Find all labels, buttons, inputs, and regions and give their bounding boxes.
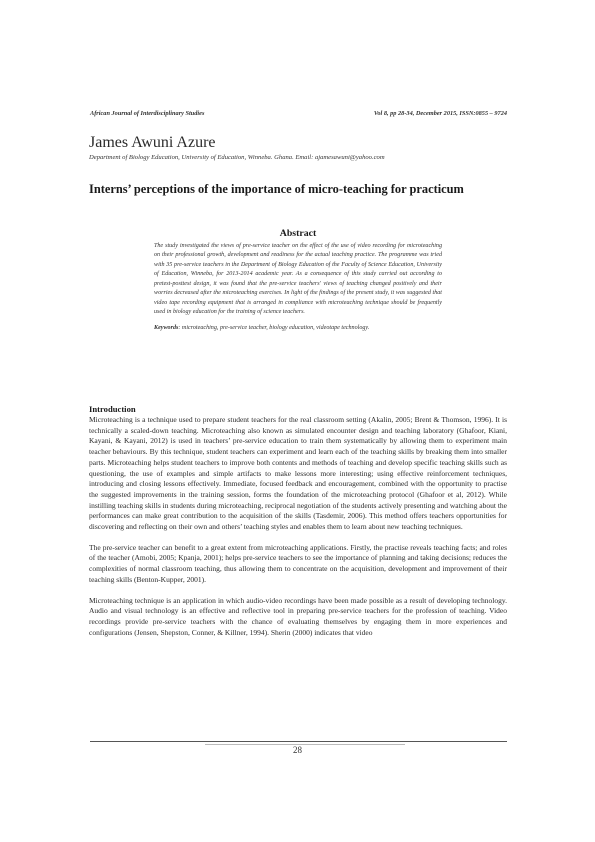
introduction-heading: Introduction [89, 404, 136, 414]
author-name: James Awuni Azure [89, 134, 216, 151]
author-affiliation: Department of Biology Education, University of Education, Winneba. Ghana. Email: ajamesawuni@yahoo.com [89, 154, 385, 161]
introduction-paragraph-3: Microteaching technique is an application in which audio-video recordings have been made possible as a result of developing technology. Audio and visual technology is an effective and reflective tool in preparing pre-service teachers for the profession of teaching. Video recordings provide pre-service teachers with the chance of evaluating themselves by engaging them in more experiences and configurations (Jensen, Shepston, Conner, & Killner, 1994). Sherin (2000) indicates that video [89, 595, 507, 637]
keywords [154, 324, 442, 333]
page-number: 28 [293, 745, 302, 755]
abstract-text: The study investigated the views of pre-service teacher on the effect of the use of video recording for microteaching on their professional growth, development and readiness for the actual teaching practice. The programme was tried with 35 pre-service teachers in the Department of Biology Education of the Faculty of Science Education, University of Education, Winneba, for 2013-2014 academic year. As a consequence of this study carried out according to pretest-posttest design, it was found that the pre-service teachers' views of teaching changed positively and their worries decreased after the microteaching exercises. In light of the findings of the present study, it was suggested that video tape recording equipment that is arranged in compliance with microteaching technique should be frequently used in biology education for the training of science teachers. [154, 243, 442, 316]
introduction-section [89, 404, 507, 648]
paper-title: Interns’ perceptions of the importance of micro-teaching for practicum [89, 182, 464, 196]
abstract-section [154, 228, 442, 333]
introduction-paragraph-1: Microteaching is a technique used to prepare student teachers for the real classroom setting (Akalin, 2005; Brent & Thomson, 1996). It is technically a scaled-down teaching. Microteaching also known as simulated encounter design and teaching laboratory (Ghafoor, Kiani, Kayani, & Kayani, 2012) is used in teachers’ pre-service education to train them systematically by allowing them to experiment main teacher behaviours. By this technique, student teachers can experiment and learn each of the teaching skills by breaking them into smaller parts. Microteaching helps student teachers to improve both contents and methods of teaching and develop specific teaching skills such as questioning, the use of examples and simple artifacts to make lessons more interesting; using effective reinforcement techniques, introducing and closing lessons effectively. Immediate, focused feedback and encouragement, combined with the opportunity to practise the suggested improvements in the training session, forms the foundation of the microteaching protocol (Ghafoor et al, 2012). While instilling teaching skills in students during microteaching, reciprocal negotiation of the students actively presenting and watching about the performances can make great contribution to the acquisition of the skills (Tasdemir, 2006). This method offers teachers opportunities for discovering and reflecting on their own and others’ teaching styles and enables them to learn about new teaching techniques. [89, 415, 507, 532]
introduction-paragraph-2: The pre-service teacher can benefit to a great extent from microteaching applications. Firstly, the practise reveals teaching facts; and roles of the teacher (Amobi, 2005; Kpanja, 2001); helps pre-service teachers to see the importance of planning and taking decisions; reduces the complexities of normal classroom teaching, thus allowing them to concentrate on the acquisition, development and improvement of their teaching skills (Benton-Kupper, 2001). [89, 542, 507, 584]
running-header [90, 110, 507, 122]
footer-rule [90, 741, 507, 742]
journal-citation: Vol 8, pp 28-34, December 2015, ISSN:0855 – 9724 [373, 110, 507, 117]
journal-name: African Journal of Interdisciplinary Studies [90, 110, 205, 117]
abstract-heading: Abstract [279, 228, 317, 239]
keywords-list: : microteaching, pre-service teacher, biology education, videotape technology. [178, 324, 370, 331]
keywords-label: Keywords [154, 324, 179, 331]
